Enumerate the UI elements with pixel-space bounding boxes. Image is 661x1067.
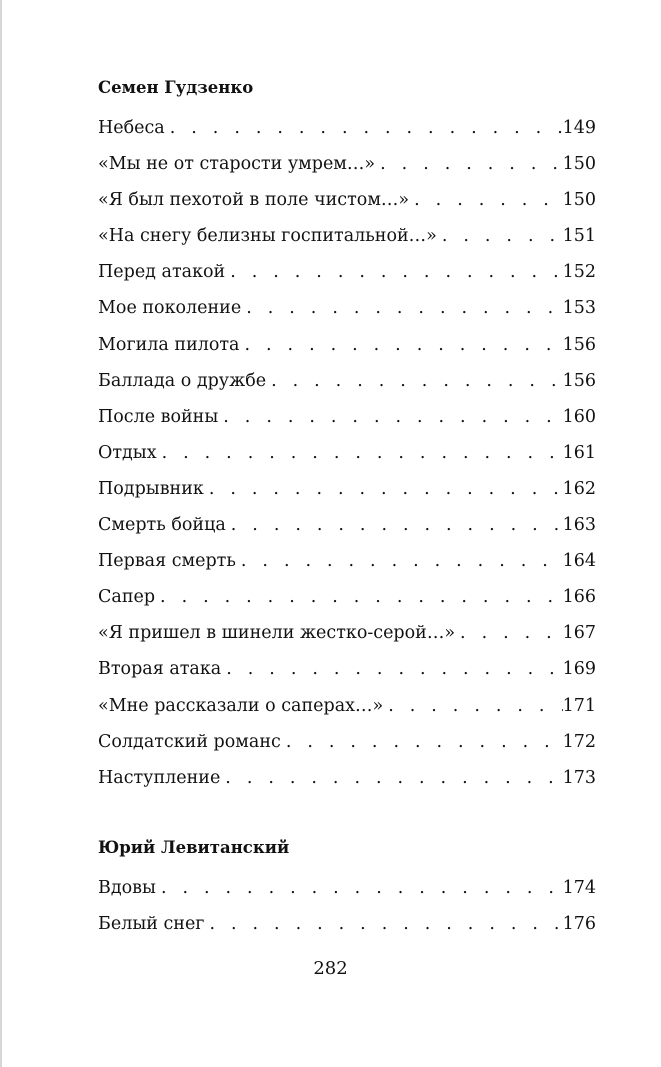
toc-entry-page: 156 [562, 370, 596, 391]
toc-entry-title: Мое поколение [98, 298, 242, 319]
toc-entry [98, 290, 596, 326]
toc-entry-title: Вторая атака [98, 659, 222, 680]
dot-leader [155, 579, 563, 615]
toc-entry-title: Подрывник [98, 478, 204, 499]
toc-entry-title: «На снегу белизны госпитальной…» [98, 226, 437, 247]
toc-entry-title: После войны [98, 406, 219, 427]
toc-entry-page: 153 [562, 298, 596, 319]
toc-entry-page: 172 [562, 731, 596, 752]
dot-leader [226, 507, 563, 543]
dot-leader [204, 906, 562, 942]
toc-entry [98, 688, 596, 724]
dot-leader [220, 760, 562, 796]
dot-leader [455, 615, 563, 651]
toc-entry [98, 471, 596, 507]
toc-entry [98, 218, 596, 254]
toc-entry-title: Перед атакой [98, 262, 226, 283]
toc-entry-title: «Я пришел в шинели жестко-серой…» [98, 623, 456, 644]
dot-leader [157, 435, 563, 471]
toc-entry-page: 164 [562, 551, 596, 572]
toc-entry-title: Вдовы [98, 877, 156, 898]
dot-leader [375, 146, 562, 182]
section-spacer [98, 796, 596, 834]
toc-entry-page: 161 [562, 442, 596, 463]
dot-leader [240, 327, 563, 363]
dot-leader [437, 218, 563, 254]
toc-entry-title: «Мы не от старости умрем…» [98, 154, 376, 175]
page-number: 282 [313, 958, 348, 979]
toc-entry [98, 651, 596, 687]
toc-entry-title: «Мне рассказали о саперах…» [98, 695, 384, 716]
toc-entry [98, 615, 596, 651]
toc-entry-title: Смерть бойца [98, 515, 226, 536]
page-edge [0, 0, 2, 1067]
dot-leader [241, 290, 562, 326]
toc-entry-title: Солдатский романс [98, 731, 281, 752]
toc-entry [98, 579, 596, 615]
toc-entry [98, 724, 596, 760]
toc-entry-title: Могила пилота [98, 334, 240, 355]
toc-entry-page: 163 [562, 515, 596, 536]
toc-entry [98, 870, 596, 906]
toc-entry [98, 182, 596, 218]
toc-entry-title: Небеса [98, 118, 165, 138]
toc-entry-title: Баллада о дружбе [98, 370, 267, 391]
dot-leader [165, 110, 563, 146]
toc-entry [98, 363, 596, 399]
toc-entry-page: 150 [562, 190, 596, 211]
toc-entry-page: 166 [562, 587, 596, 608]
toc-entry [98, 507, 596, 543]
dot-leader [156, 870, 563, 906]
toc-entry-page: 169 [562, 659, 596, 680]
dot-leader [281, 724, 563, 760]
toc-entry-title: «Я был пехотой в поле чистом…» [98, 190, 410, 211]
toc-entry-title: Белый снег [98, 913, 205, 934]
toc-entry-page: 151 [562, 226, 596, 247]
dot-leader [236, 543, 563, 579]
toc-entry-page: 162 [562, 478, 596, 499]
toc-entry-title: Сапер [98, 587, 156, 608]
table-of-contents [98, 74, 596, 942]
toc-entry [98, 110, 596, 146]
toc-entry-page: 160 [562, 406, 596, 427]
dot-leader [266, 363, 562, 399]
dot-leader [383, 688, 562, 724]
toc-entry [98, 254, 596, 290]
toc-entry-page: 171 [562, 695, 596, 716]
toc-entry [98, 146, 596, 182]
toc-entry [98, 399, 596, 435]
dot-leader [409, 182, 562, 218]
toc-entry [98, 760, 596, 796]
toc-entry [98, 435, 596, 471]
toc-entry-page: 152 [562, 262, 596, 283]
section-author-title: Семен Гудзенко [98, 78, 254, 97]
toc-entry-page: 174 [562, 877, 596, 898]
toc-section-gudzenko [98, 74, 596, 796]
dot-leader [218, 399, 562, 435]
section-author-title: Юрий Левитанский [98, 837, 290, 857]
dot-leader [225, 254, 562, 290]
toc-entry-page: 173 [562, 767, 596, 788]
toc-entry-page: 167 [562, 623, 596, 644]
dot-leader [221, 651, 562, 687]
toc-entry-page: 156 [562, 334, 596, 355]
toc-entry-title: Наступление [98, 767, 221, 788]
toc-entry-page: 176 [562, 913, 596, 934]
dot-leader [204, 471, 563, 507]
toc-section-levitansky [98, 834, 596, 942]
toc-entry-page: 150 [562, 154, 596, 175]
toc-entry [98, 906, 596, 942]
toc-entry-title: Отдых [98, 442, 157, 463]
toc-entry [98, 543, 596, 579]
toc-entry-page: 149 [562, 118, 596, 138]
toc-entry [98, 327, 596, 363]
toc-entry-title: Первая смерть [98, 551, 236, 572]
